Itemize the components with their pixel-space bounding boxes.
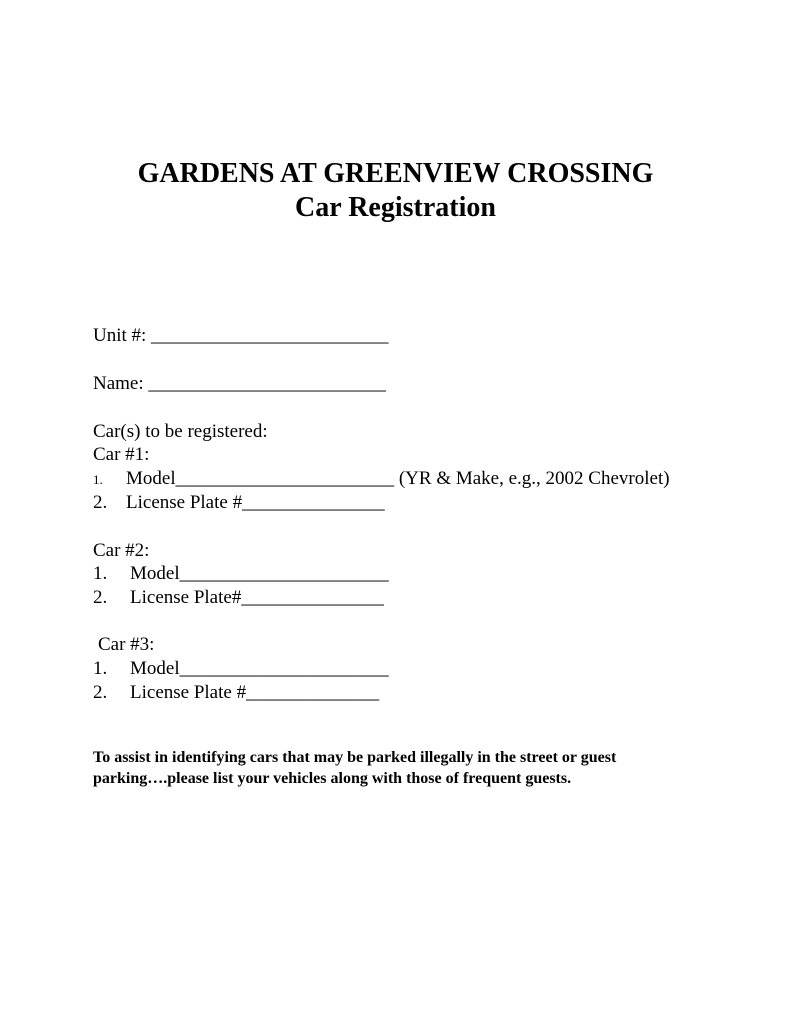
car-1-model-field[interactable]: Model_______________________ (YR & Make, e.g., 2002 Chevrolet) [126, 468, 670, 489]
car-1-heading: Car #1: [93, 444, 150, 465]
car-3-plate-field[interactable]: License Plate #______________ [130, 682, 380, 703]
car-3-model-field[interactable]: Model______________________ [130, 658, 389, 679]
car-1-model-number: 1. [93, 472, 103, 487]
car-3-model-row [93, 659, 389, 678]
page-title: GARDENS AT GREENVIEW CROSSING [137, 158, 654, 189]
car-2-model-field[interactable]: Model______________________ [130, 563, 389, 584]
car-1-plate-row [93, 493, 385, 512]
car-1-model-row [93, 469, 670, 488]
car-2-plate-number: 2. [93, 587, 108, 608]
car-2-heading: Car #2: [93, 540, 150, 561]
footer-note: To assist in identifying cars that may be parked illegally in the street or guest parking….please list your vehicles along with those of frequent guests. [93, 749, 617, 787]
car-1-plate-number: 2. [93, 492, 108, 513]
car-2-model-number: 1. [93, 563, 108, 584]
car-1-plate-field[interactable]: License Plate #_______________ [126, 492, 385, 513]
form-subtitle: Car Registration [295, 192, 496, 223]
cars-heading: Car(s) to be registered: [93, 421, 268, 442]
car-3-heading: Car #3: [98, 634, 155, 655]
unit-field[interactable]: Unit #: _________________________ [93, 325, 389, 346]
car-2-plate-row [93, 588, 384, 607]
name-field[interactable]: Name: _________________________ [93, 373, 386, 394]
car-3-plate-number: 2. [93, 682, 108, 703]
car-2-model-row [93, 564, 389, 583]
car-2-plate-field[interactable]: License Plate#_______________ [130, 587, 384, 608]
car-3-plate-row [93, 683, 379, 702]
car-3-model-number: 1. [93, 658, 108, 679]
